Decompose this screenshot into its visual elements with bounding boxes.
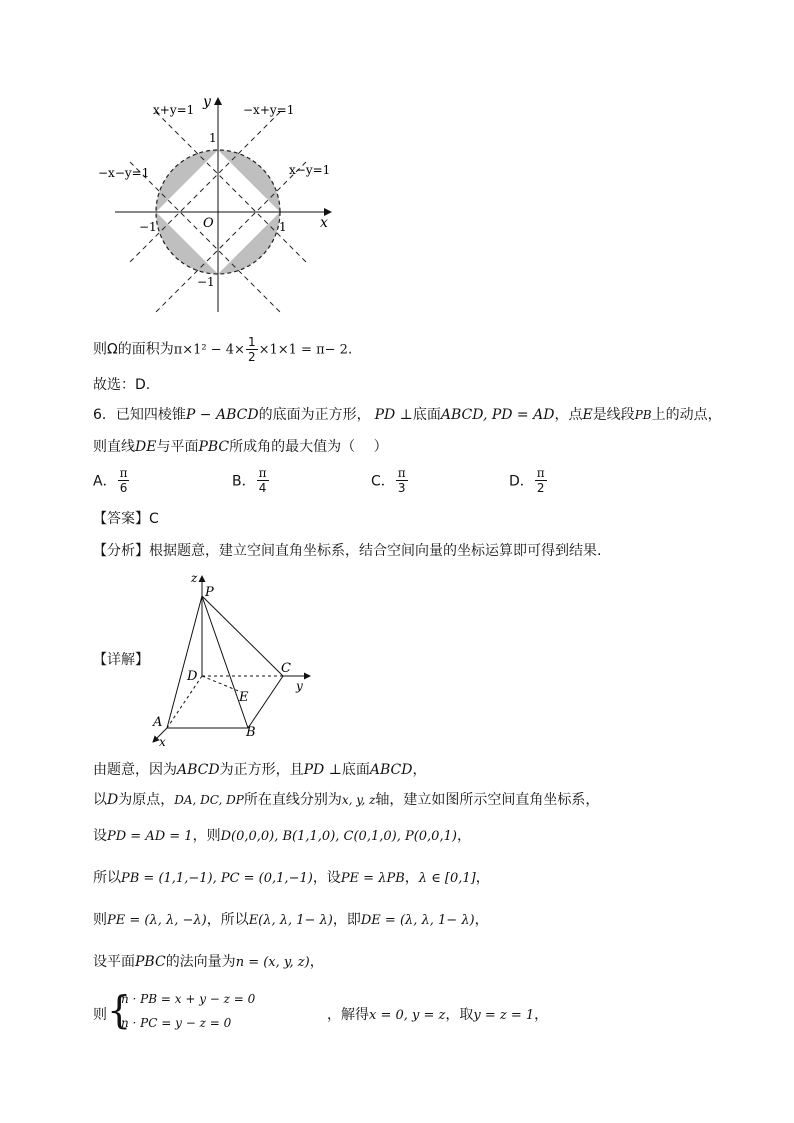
s1-f: ABCD: [369, 762, 413, 778]
label-A: A: [153, 715, 163, 730]
s7-a: 则: [93, 1007, 107, 1023]
label-x: x: [159, 735, 166, 749]
s4-g: ，: [475, 870, 490, 886]
q6-l2-e: 所成角的最大值为（ ）: [229, 439, 388, 455]
area-result-line: [93, 335, 352, 364]
solution-line2: [93, 790, 599, 810]
choice-c-den: 3: [397, 481, 406, 495]
q6-text-i: 是线段: [592, 407, 635, 423]
line-label-top-left: x+y=1: [153, 103, 195, 117]
tick-label-top: 1: [209, 131, 217, 145]
s2-c: 为原点，: [118, 792, 175, 808]
label-z: z: [191, 571, 198, 585]
solution-line7: [93, 990, 593, 1036]
brace: {: [107, 988, 132, 1032]
analysis-tag: 【分析】: [93, 543, 149, 559]
equation-2: n · PC = y − z = 0: [121, 1016, 232, 1030]
shaded-region-bottom-right: [218, 212, 280, 274]
s1-d: PD ⊥: [303, 762, 342, 778]
area-expr-right: ×1×1 = π− 2: [258, 342, 348, 358]
s1-c: 为正方形，且: [219, 762, 304, 778]
detail-tag: 【详解】: [93, 652, 149, 668]
choice-c[interactable]: [371, 466, 409, 495]
y-axis-label: y: [203, 94, 211, 110]
choice-c-num: π: [397, 466, 406, 480]
q6-text-a: 6．已知四棱锥: [93, 407, 186, 423]
analysis-text: 根据题意，建立空间直角坐标系，结合空间向量的坐标运算即可得到结果.: [149, 543, 602, 559]
s6-d: n = (x, y, z): [235, 955, 310, 970]
s4-d: PE = λPB: [340, 871, 405, 886]
s4-a: 所以: [93, 870, 121, 886]
s7-b: ，解得: [327, 1007, 369, 1023]
s5-b: PE = (λ, λ, −λ): [107, 913, 207, 928]
area-frac-num: 1: [247, 335, 256, 349]
s7-f: ，: [534, 1007, 549, 1023]
answer-tag: 【答案】: [93, 511, 149, 527]
label-y: y: [296, 679, 303, 693]
label-E: E: [239, 690, 249, 705]
equation-1: n · PB = x + y − z = 0: [121, 992, 256, 1006]
figure-pyramid: [145, 568, 320, 750]
s2-d: DA, DC, DP: [174, 793, 244, 807]
q6-pd-perp: PD ⊥: [374, 407, 413, 423]
q6-pyramid: P − ABCD: [185, 407, 259, 423]
s2-f: x, y, z: [341, 793, 376, 807]
edge-PB: [202, 596, 248, 728]
tick-label-bottom: −1: [197, 275, 215, 289]
question6-line1: [93, 405, 722, 425]
s4-c: ，设: [312, 870, 341, 886]
s3-d: D(0,0,0), B(1,1,0), C(0,1,0), P(0,0,1): [220, 829, 457, 844]
edge-PA: [167, 596, 202, 728]
choice-a[interactable]: [93, 466, 130, 495]
s2-b: D: [107, 792, 119, 808]
s7-e: y = z = 1: [473, 1008, 535, 1023]
choice-d[interactable]: [509, 466, 548, 495]
q6-de: DE: [135, 439, 157, 455]
q6-text-c: 的底面为正方形，: [258, 407, 371, 423]
choice-d-num: π: [536, 466, 545, 480]
edge-BC: [248, 676, 283, 728]
q6-pb: PB: [634, 408, 652, 422]
area-expr-left: π×1² − 4×: [173, 342, 245, 358]
tick-label-right: 1: [279, 220, 287, 234]
s5-a: 则: [93, 912, 107, 928]
q6-text-k: 上的动点，: [651, 407, 722, 423]
line-label-top-right: −x+y=1: [243, 103, 295, 117]
previous-answer: 故选：D.: [93, 377, 151, 393]
s6-e: ，: [309, 954, 324, 970]
choice-a-label: A．: [93, 473, 117, 490]
line-label-right: x−y=1: [289, 163, 331, 177]
solution-line6: [93, 952, 324, 973]
s6-c: 的法向量为: [165, 954, 236, 970]
s6-b: PBC: [135, 954, 166, 970]
choice-a-num: π: [119, 466, 128, 480]
s7-d: ，取: [445, 1007, 474, 1023]
origin-label: O: [203, 216, 214, 231]
q6-text-g: ，点: [554, 407, 583, 423]
s2-g: 轴，建立如图所示空间直角坐标系，: [375, 792, 600, 808]
area-fraction: [246, 335, 258, 364]
label-D: D: [187, 669, 198, 684]
edge-PC: [202, 596, 283, 676]
label-B: B: [246, 725, 256, 740]
tick-label-left: −1: [139, 220, 157, 234]
s4-b: PB = (1,1,−1), PC = (0,1,−1): [121, 871, 313, 886]
s1-b: ABCD: [177, 762, 220, 778]
choice-b-den: 4: [258, 481, 267, 495]
s5-f: DE = (λ, λ, 1− λ): [360, 913, 475, 928]
solution-line5: [93, 910, 489, 931]
area-frac-den: 2: [247, 350, 256, 364]
x-axis-label: x: [320, 215, 328, 231]
s3-e: ，: [456, 828, 471, 844]
s5-d: E(λ, λ, 1− λ): [248, 913, 333, 928]
s3-c: ，则: [192, 828, 221, 844]
s5-c: ，所以: [206, 912, 249, 928]
q6-pbc: PBC: [198, 439, 230, 455]
s4-f: λ ∈ [0,1]: [418, 871, 476, 886]
choice-b-num: π: [258, 466, 267, 480]
s3-a: 设: [93, 828, 107, 844]
analysis-line: [93, 541, 601, 561]
solution-line1: [93, 760, 426, 780]
area-suffix: .: [347, 341, 353, 358]
shaded-region-top-right: [218, 150, 280, 212]
choice-a-den: 6: [119, 481, 128, 495]
q6-point-e: E: [582, 407, 593, 423]
s6-a: 设平面: [93, 954, 135, 970]
q6-l2-c: 与平面: [156, 439, 199, 455]
s5-e: ，即: [332, 912, 361, 928]
question6-line2: [93, 437, 388, 457]
area-prefix: 则Ω的面积为: [93, 341, 174, 358]
edge-DE: [202, 676, 241, 692]
choice-b[interactable]: [232, 466, 270, 495]
answer-line: [93, 509, 159, 529]
s3-b: PD = AD = 1: [107, 829, 193, 844]
s2-e: 所在直线分别为: [243, 792, 342, 808]
solution-line4: [93, 868, 490, 889]
label-C: C: [281, 661, 291, 676]
s7-c: x = 0, y = z: [369, 1008, 446, 1023]
choice-d-den: 2: [536, 481, 545, 495]
q6-abcd: ABCD, PD = AD: [440, 407, 555, 423]
line-label-left: −x−y=1: [98, 166, 150, 180]
label-P: P: [205, 585, 214, 600]
shaded-region-top-left: [156, 150, 218, 212]
solution-line3: [93, 826, 471, 847]
s4-e: ，: [404, 870, 419, 886]
figure-circle-region: [93, 92, 343, 314]
s1-g: ，: [412, 762, 427, 778]
q6-l2-a: 则直线: [93, 439, 135, 455]
q6-text-e: 底面: [412, 407, 441, 423]
s1-e: 底面: [341, 762, 370, 778]
s2-a: 以: [93, 792, 107, 808]
s5-g: ，: [474, 912, 489, 928]
choice-c-label: C．: [371, 473, 395, 490]
s1-a: 由题意，因为: [93, 762, 177, 778]
choice-b-label: B．: [232, 473, 256, 490]
choice-d-label: D．: [509, 473, 534, 490]
answer-value: C: [149, 511, 159, 527]
